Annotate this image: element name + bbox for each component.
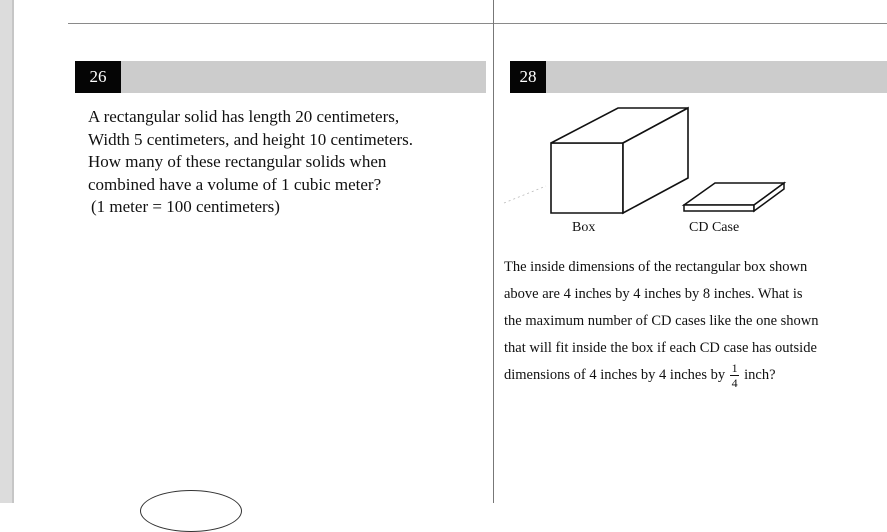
question-26-number: 26 — [75, 61, 121, 93]
last-line-after-fraction: inch? — [744, 367, 776, 383]
cd-case-front-face — [684, 205, 754, 211]
question-26-line: Width 5 centimeters, and height 10 centimeters. — [88, 129, 414, 149]
last-line-before-fraction: dimensions of 4 inches by 4 inches by — [504, 367, 726, 383]
question-26-line: A rectangular solid has length 20 centimeters, — [88, 107, 400, 126]
box-drawing — [551, 108, 688, 213]
question-28-header-bar — [510, 61, 887, 93]
question-28-number: 28 — [510, 61, 546, 93]
page-edge-shading — [0, 0, 12, 503]
question-28-line: the maximum number of CD cases like the one shown — [504, 313, 819, 329]
top-rule — [68, 23, 887, 24]
box-front-face — [551, 143, 623, 213]
scan-specks — [504, 186, 546, 203]
question-28-line: above are 4 inches by 4 inches by 8 inches. What is — [504, 286, 803, 302]
column-divider — [493, 0, 494, 503]
question-26-line: combined have a volume of 1 cubic meter? — [88, 174, 382, 194]
cd-case-label: CD Case — [689, 220, 740, 235]
question-26-header-bar — [75, 61, 486, 93]
question-28-line: that will fit inside the box if each CD case has outside — [504, 340, 817, 356]
page-edge-line — [12, 0, 14, 503]
question-28-last-line — [504, 362, 884, 389]
fraction-numerator: 1 — [731, 361, 738, 376]
cd-case-drawing — [684, 183, 784, 211]
question-26-text — [88, 106, 478, 219]
box-and-cd-case-figure — [496, 100, 811, 245]
question-28-line: The inside dimensions of the rectangular box shown — [504, 259, 808, 275]
box-label: Box — [572, 220, 596, 235]
fraction-one-quarter — [730, 362, 739, 389]
fraction-denominator: 4 — [731, 376, 738, 391]
question-28-text — [504, 254, 884, 389]
partial-circle-marking — [140, 490, 242, 532]
figure-drawing — [496, 100, 811, 245]
question-26-line: (1 meter = 100 centimeters) — [91, 197, 280, 216]
question-26-line: How many of these rectangular solids when — [88, 152, 387, 171]
